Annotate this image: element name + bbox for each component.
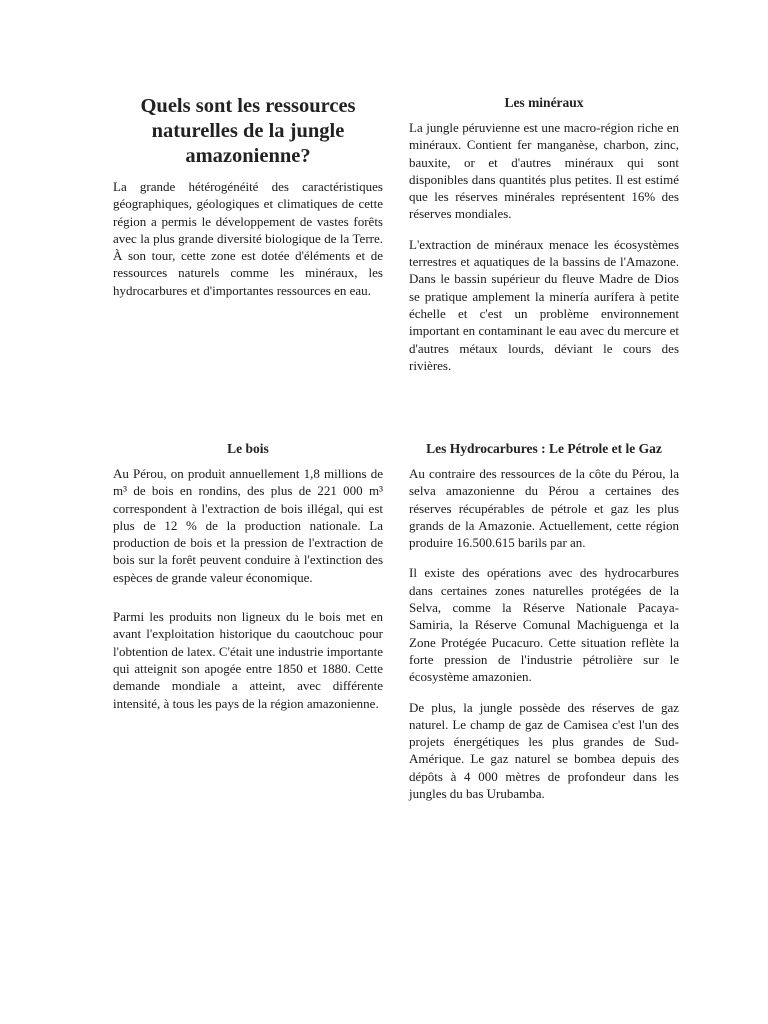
wood-paragraph-2: Parmi les produits non ligneux du le bois met en avant l'exploitation historique du caoutchouc pour l'obtention de latex. C'était une industrie importante qui atteignit son apogée entre 1850 et 1880. Cette demande mondiale a atteint, avec différente intensité, à tous les pays de la région amazonienne. — [113, 609, 383, 711]
wood-section — [113, 440, 383, 712]
wood-paragraph-1: Au Pérou, on produit annuellement 1,8 millions de m³ de bois en rondins, des plus de 221 000 m³ correspondent à l'extraction de bois illégal, qui est plus de 12 % de la production nationale. La production de bois et la pression de l'extraction de bois sur la forêt peuvent conduire à l'extinction des espèces de grande valeur économique. — [113, 466, 383, 585]
wood-heading: Le bois — [227, 441, 269, 456]
minerals-heading: Les minéraux — [504, 95, 584, 110]
hydrocarbons-heading: Les Hydrocarbures : Le Pétrole et le Gaz — [426, 441, 662, 456]
minerals-paragraph-2: L'extraction de minéraux menace les écosystèmes terrestres et aquatiques de la bassins de l'Amazone. Dans le bassin supérieur du fleuve Madre de Dios se pratique amplement la minería aurífera à petite échelle et c'est un problème environnement important en contaminant le eau avec du mercure et d'autres métaux lourds, déviant le cours des rivières. — [409, 236, 679, 373]
page-title: Quels sont les ressources naturelles de la jungle amazonienne? — [140, 95, 356, 167]
hydrocarbons-section — [409, 440, 679, 802]
hydrocarbons-paragraph-2: Il existe des opérations avec des hydrocarbures dans certaines zones naturelles protégées de la Selva, comme la Réserve Nationale Pacaya-Samiria, la Réserve Comunal Machiguenga et la Zone Protégée Pucacuro. Cette situation reflète la forte pression de l'industrie pétrolière sur le écosystème amazonien. — [409, 565, 679, 685]
intro-paragraph: La grande hétérogénéité des caractéristiques géographiques, géologiques et climatiques de cette région a permis le développement de vastes forêts avec la plus grande diversité biologique de la Terre. À son tour, cette zone est dotée d'éléments et de ressources naturels comme les minéraux, les hydrocarbures et d'importantes ressources en eau. — [113, 179, 383, 298]
hydrocarbons-paragraph-1: Au contraire des ressources de la côte du Pérou, la selva amazonienne du Pérou a certaines des réserves récupérables de pétrole et gaz les plus grands de la Amazonie. Actuellement, cette région produire 16.500.615 barils par an. — [409, 466, 679, 551]
intro-section — [113, 94, 383, 299]
hydrocarbons-paragraph-3: De plus, la jungle possède des réserves de gaz naturel. Le champ de gaz de Camisea c'est l'un des projets énergétiques les plus grandes de Sud-Amérique. Le gaz naturel se bombea depuis des dépôts à 4 000 mètres de profondeur dans les jungles du bas Urubamba. — [409, 699, 679, 802]
minerals-paragraph-1: La jungle péruvienne est une macro-région riche en minéraux. Contient fer manganèse, charbon, zinc, bauxite, or et d'autres minéraux qui sont disponibles dans quantités plus petites. Il est estimé que les réserves minérales représentent 16% des réserves mondiales. — [409, 120, 679, 222]
minerals-section — [409, 94, 679, 374]
